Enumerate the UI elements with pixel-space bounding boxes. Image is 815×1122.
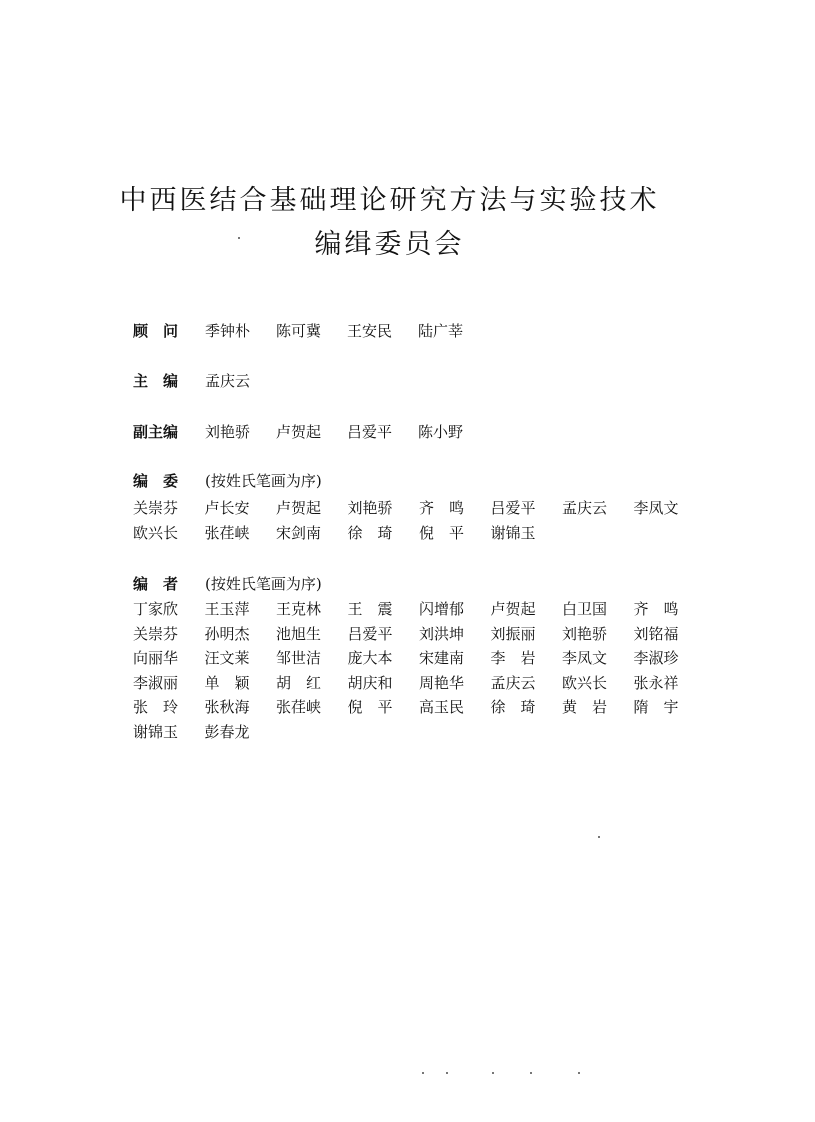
author-name: 卢贺起	[490, 600, 536, 618]
author-name: 张荏峡	[276, 698, 322, 716]
author-name: 周艳华	[419, 673, 465, 692]
author-name: 王 震	[347, 600, 393, 618]
committee-member: 徐 琦	[347, 523, 393, 542]
book-title: 中西医结合基础理论研究方法与实验技术	[119, 185, 660, 216]
authors-row	[133, 646, 705, 671]
committee-list	[133, 496, 705, 545]
author-name: 丁家欣	[133, 600, 179, 618]
author-name: 汪文莱	[204, 649, 250, 667]
committee-member: 宋剑南	[276, 523, 322, 542]
advisor-name: 陈可冀	[276, 322, 322, 340]
scan-speck	[598, 836, 600, 838]
committee-member: 孟庆云	[562, 499, 608, 517]
committee-member: 倪 平	[419, 523, 465, 542]
author-name: 邹世洁	[276, 649, 322, 667]
scan-speck	[530, 1072, 532, 1074]
author-name: 高玉民	[419, 698, 465, 716]
advisor-name: 陆广莘	[418, 322, 464, 340]
deputy-editor-name: 陈小野	[418, 423, 464, 441]
committee-row	[133, 496, 705, 521]
committee-member: 李凤文	[633, 499, 679, 517]
author-name: 孙明杰	[204, 624, 250, 643]
author-name: 宋建南	[419, 649, 465, 667]
committee-heading	[133, 470, 322, 492]
author-name: 刘洪坤	[419, 624, 465, 643]
editor-in-chief-row	[133, 370, 276, 392]
author-name: 孟庆云	[490, 673, 536, 692]
author-name: 李淑珍	[633, 649, 679, 667]
authors-row	[133, 695, 705, 720]
author-name: 张永祥	[633, 673, 679, 692]
committee-label: 编 委	[133, 472, 179, 490]
author-name: 谢锦玉	[133, 722, 179, 741]
authors-list	[133, 597, 705, 744]
author-name: 倪 平	[347, 698, 393, 716]
deputy-editors-label: 副主编	[133, 423, 179, 441]
author-name: 向丽华	[133, 649, 179, 667]
author-name: 刘振丽	[490, 624, 536, 643]
author-name: 李淑丽	[133, 673, 179, 692]
committee-title: 编缉委员会	[314, 229, 465, 260]
deputy-editors-row	[133, 421, 489, 443]
author-name: 庞大本	[347, 649, 393, 667]
author-name: 刘艳骄	[562, 624, 608, 643]
committee-order-note: (按姓氏笔画为序)	[205, 472, 322, 490]
editor-in-chief-name: 孟庆云	[205, 372, 251, 390]
committee-member: 谢锦玉	[490, 523, 536, 542]
scan-speck	[578, 1072, 580, 1074]
scan-speck	[422, 1072, 424, 1074]
author-name: 王玉萍	[204, 600, 250, 618]
committee-member: 关崇芬	[133, 499, 179, 517]
author-name: 池旭生	[276, 624, 322, 643]
author-name: 齐 鸣	[633, 600, 679, 618]
author-name: 隋 宇	[633, 698, 679, 716]
advisor-name: 王安民	[347, 322, 393, 340]
deputy-editor-name: 吕爱平	[347, 423, 393, 441]
authors-row	[133, 597, 705, 622]
committee-member: 欧兴长	[133, 523, 179, 542]
author-name: 徐 琦	[490, 698, 536, 716]
author-name: 胡 红	[276, 673, 322, 692]
committee-member: 吕爱平	[490, 499, 536, 517]
authors-row	[133, 671, 705, 696]
deputy-editor-name: 刘艳骄	[205, 423, 251, 441]
deputy-editor-name: 卢贺起	[276, 423, 322, 441]
author-name: 刘铭福	[633, 624, 679, 643]
author-name: 单 颖	[204, 673, 250, 692]
author-name: 张秋海	[204, 698, 250, 716]
advisors-label: 顾 问	[133, 322, 179, 340]
scan-speck	[238, 237, 240, 239]
committee-member: 齐 鸣	[419, 499, 465, 517]
author-name: 张 玲	[133, 698, 179, 716]
advisor-name: 季钟朴	[205, 322, 251, 340]
author-name: 欧兴长	[562, 673, 608, 692]
authors-order-note: (按姓氏笔画为序)	[205, 575, 322, 593]
author-name: 白卫国	[562, 600, 608, 618]
author-name: 李凤文	[562, 649, 608, 667]
advisors-row	[133, 320, 489, 342]
authors-heading	[133, 573, 322, 595]
scan-speck	[446, 1072, 448, 1074]
committee-member: 张荏峡	[204, 523, 250, 542]
author-name: 吕爱平	[347, 624, 393, 643]
authors-row	[133, 720, 705, 745]
author-name: 王克林	[276, 600, 322, 618]
committee-member: 刘艳骄	[347, 499, 393, 517]
committee-member: 卢长安	[204, 499, 250, 517]
author-name: 关崇芬	[133, 624, 179, 643]
author-name: 彭春龙	[204, 722, 250, 741]
author-name: 胡庆和	[347, 673, 393, 692]
authors-row	[133, 622, 705, 647]
author-name: 黄 岩	[562, 698, 608, 716]
author-name: 闪增郁	[419, 600, 465, 618]
editor-in-chief-label: 主 编	[133, 372, 179, 390]
scan-speck	[492, 1072, 494, 1074]
committee-row	[133, 521, 705, 546]
author-name: 李 岩	[490, 649, 536, 667]
authors-label: 编 者	[133, 575, 179, 593]
committee-member: 卢贺起	[276, 499, 322, 517]
